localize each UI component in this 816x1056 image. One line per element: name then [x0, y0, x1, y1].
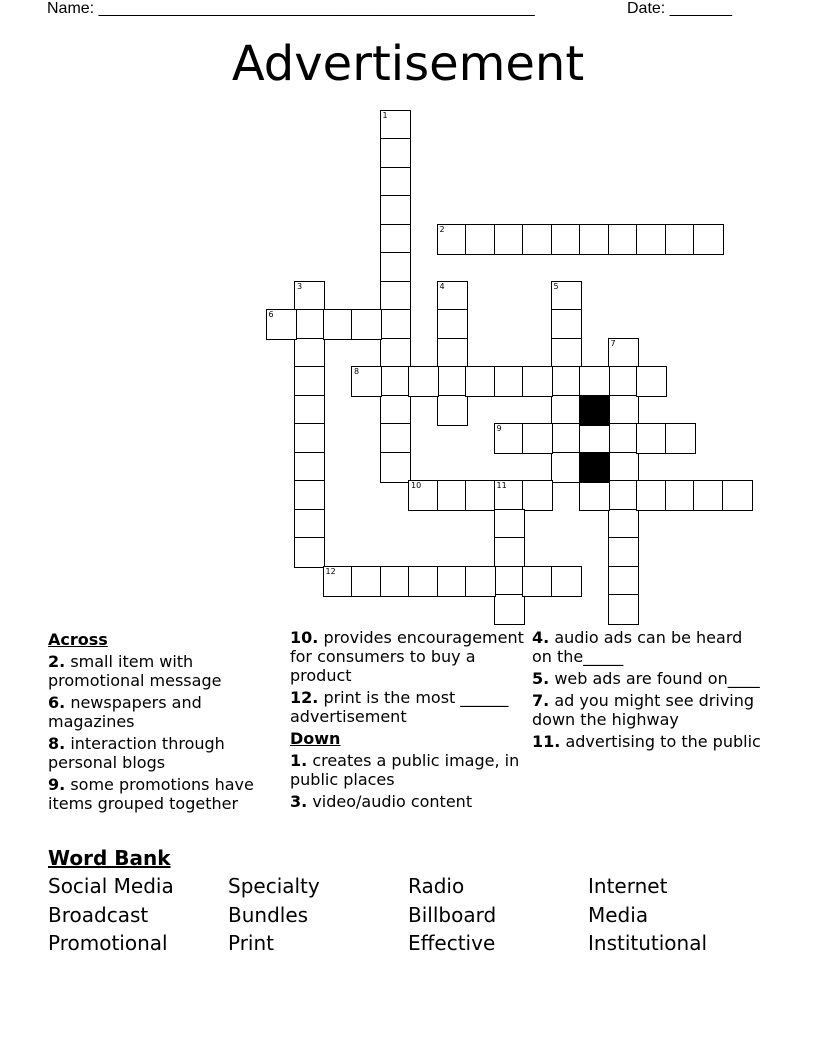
- grid-cell[interactable]: [437, 395, 468, 426]
- word-bank-item: Bundles: [228, 903, 309, 927]
- grid-cell[interactable]: [380, 281, 411, 312]
- grid-cell[interactable]: [380, 395, 411, 426]
- clue-number: 2.: [48, 652, 66, 671]
- grid-cell[interactable]: [294, 423, 325, 454]
- grid-cell[interactable]: [608, 537, 639, 568]
- clue-text: some promotions have items grouped together: [48, 775, 254, 813]
- grid-cell[interactable]: [494, 566, 525, 597]
- grid-cell[interactable]: [380, 195, 411, 226]
- grid-cell[interactable]: [437, 366, 468, 397]
- grid-cell[interactable]: [465, 366, 496, 397]
- grid-cell[interactable]: [465, 480, 496, 511]
- grid-cell[interactable]: [522, 224, 553, 255]
- word-bank-item: Effective: [408, 931, 496, 955]
- grid-cell[interactable]: [294, 309, 325, 340]
- clue-number-label: 12: [325, 566, 336, 576]
- clue-number-label: 5: [553, 281, 559, 291]
- grid-cell[interactable]: [380, 110, 411, 141]
- clue-across-8: [48, 734, 278, 772]
- grid-cell[interactable]: [465, 224, 496, 255]
- grid-cell[interactable]: [294, 452, 325, 483]
- grid-cell[interactable]: [437, 480, 468, 511]
- word-bank-item: Media: [588, 903, 649, 927]
- clue-down-5: [532, 669, 762, 688]
- grid-cell[interactable]: [380, 366, 411, 397]
- clue-number-label: 1: [382, 110, 388, 120]
- grid-cell[interactable]: [437, 281, 468, 312]
- grid-cell[interactable]: [437, 338, 468, 369]
- grid-cell[interactable]: [636, 366, 667, 397]
- clue-down-1: [290, 751, 530, 789]
- grid-cell[interactable]: [636, 423, 667, 454]
- grid-cell[interactable]: [380, 452, 411, 483]
- clue-across-2: [48, 652, 278, 690]
- grid-cell[interactable]: [551, 309, 582, 340]
- grid-cell[interactable]: [380, 423, 411, 454]
- grid-cell[interactable]: [551, 224, 582, 255]
- clue-number: 10.: [290, 628, 319, 647]
- grid-cell[interactable]: [551, 366, 582, 397]
- grid-cell[interactable]: [380, 167, 411, 198]
- header: [47, 0, 747, 20]
- clue-down-4: [532, 628, 762, 666]
- grid-cell[interactable]: [494, 480, 525, 511]
- grid-cell[interactable]: [551, 566, 582, 597]
- clue-number: 1.: [290, 751, 308, 770]
- clue-down-7: [532, 691, 762, 729]
- clue-down-3: [290, 792, 530, 811]
- grid-cell[interactable]: [665, 224, 696, 255]
- clue-number-label: 8: [354, 367, 360, 376]
- clue-across-12: [290, 688, 530, 726]
- grid-cell[interactable]: [294, 281, 325, 312]
- clue-number-label: 10: [411, 481, 422, 490]
- grid-cell[interactable]: [408, 366, 439, 397]
- grid-cell[interactable]: [351, 566, 382, 597]
- clue-text: audio ads can be heard on the_____: [532, 628, 743, 666]
- clue-text: web ads are found on____: [554, 669, 760, 688]
- grid-cell[interactable]: [608, 480, 639, 511]
- clue-text: ad you might see driving down the highway: [532, 691, 755, 729]
- clue-column-3: [532, 628, 762, 754]
- grid-cell[interactable]: [494, 224, 525, 255]
- grid-block-cell: [579, 395, 610, 426]
- grid-cell[interactable]: [494, 509, 525, 540]
- down-heading: Down: [290, 729, 341, 748]
- grid-cell[interactable]: [551, 281, 582, 312]
- grid-cell[interactable]: [608, 594, 639, 625]
- clue-number-label: 4: [439, 281, 445, 291]
- clue-across-10: [290, 628, 530, 685]
- clue-text: small item with promotional message: [48, 652, 222, 690]
- grid-cell[interactable]: [494, 366, 525, 397]
- grid-cell[interactable]: [380, 252, 411, 283]
- grid-cell[interactable]: [380, 224, 411, 255]
- clue-number: 6.: [48, 693, 66, 712]
- clue-number: 12.: [290, 688, 319, 707]
- grid-cell[interactable]: [351, 309, 382, 340]
- grid-cell[interactable]: [494, 594, 525, 625]
- grid-cell[interactable]: [665, 423, 696, 454]
- grid-cell[interactable]: [266, 309, 297, 340]
- grid-cell[interactable]: [579, 480, 610, 511]
- grid-cell[interactable]: [608, 338, 639, 369]
- date-field-label[interactable]: Date: _______: [627, 0, 732, 17]
- grid-cell[interactable]: [579, 224, 610, 255]
- clue-text: creates a public image, in public places: [290, 751, 520, 789]
- clue-number: 9.: [48, 775, 66, 794]
- clue-column-1: [48, 628, 278, 816]
- grid-cell[interactable]: [522, 366, 553, 397]
- grid-cell[interactable]: [636, 224, 667, 255]
- grid-cell[interactable]: [294, 366, 325, 397]
- clue-number-label: 9: [496, 424, 502, 433]
- grid-cell[interactable]: [465, 566, 496, 597]
- clue-down-11: [532, 732, 762, 751]
- word-bank-item: Radio: [408, 874, 465, 898]
- grid-cell[interactable]: [693, 224, 724, 255]
- grid-cell[interactable]: [437, 566, 468, 597]
- grid-cell[interactable]: [323, 309, 354, 340]
- grid-cell[interactable]: [494, 423, 525, 454]
- grid-cell[interactable]: [408, 480, 439, 511]
- clue-number: 7.: [532, 691, 550, 710]
- grid-cell[interactable]: [551, 452, 582, 483]
- grid-cell[interactable]: [294, 537, 325, 568]
- grid-cell[interactable]: [522, 566, 553, 597]
- clue-text: newspapers and magazines: [48, 693, 202, 731]
- grid-cell[interactable]: [380, 309, 411, 340]
- grid-cell[interactable]: [437, 309, 468, 340]
- word-bank-item: Social Media: [48, 874, 174, 898]
- grid-block-cell: [579, 452, 610, 483]
- clue-number-label: 2: [439, 224, 445, 234]
- clue-number: 11.: [532, 732, 561, 751]
- grid-cell[interactable]: [294, 480, 325, 511]
- grid-cell[interactable]: [551, 395, 582, 426]
- grid-cell[interactable]: [608, 366, 639, 397]
- clue-text: provides encouragement for consumers to buy a product: [290, 628, 524, 685]
- page-title: Advertisement: [231, 36, 585, 92]
- grid-cell[interactable]: [380, 138, 411, 169]
- across-heading: Across: [48, 630, 108, 649]
- clue-number: 3.: [290, 792, 308, 811]
- grid-cell[interactable]: [579, 423, 610, 454]
- clue-column-2: [290, 628, 530, 814]
- grid-cell[interactable]: [551, 338, 582, 369]
- grid-cell[interactable]: [608, 395, 639, 426]
- word-bank-item: Promotional: [48, 931, 168, 955]
- grid-cell[interactable]: [608, 509, 639, 540]
- clue-text: print is the most ______ advertisement: [290, 688, 509, 726]
- grid-cell[interactable]: [351, 366, 382, 397]
- grid-cell[interactable]: [608, 452, 639, 483]
- clue-number-label: 7: [610, 338, 616, 348]
- grid-cell[interactable]: [693, 480, 724, 511]
- grid-cell[interactable]: [579, 366, 610, 397]
- word-bank-item: Billboard: [408, 903, 497, 927]
- grid-cell[interactable]: [636, 480, 667, 511]
- clue-number-label: 3: [297, 281, 303, 291]
- grid-cell[interactable]: [522, 480, 553, 511]
- grid-cell[interactable]: [522, 423, 553, 454]
- grid-cell[interactable]: [323, 566, 354, 597]
- word-bank-item: Specialty: [228, 874, 320, 898]
- grid-cell[interactable]: [494, 537, 525, 568]
- grid-cell[interactable]: [608, 566, 639, 597]
- clue-text: interaction through personal blogs: [48, 734, 225, 772]
- grid-cell[interactable]: [294, 338, 325, 369]
- clue-across-9: [48, 775, 278, 813]
- clue-across-6: [48, 693, 278, 731]
- clue-text: video/audio content: [312, 792, 473, 811]
- grid-cell[interactable]: [437, 224, 468, 255]
- word-bank-item: Internet: [588, 874, 668, 898]
- grid-cell[interactable]: [294, 395, 325, 426]
- grid-cell[interactable]: [608, 224, 639, 255]
- word-bank-item: Institutional: [588, 931, 708, 955]
- word-bank-item: Broadcast: [48, 903, 149, 927]
- grid-cell[interactable]: [722, 480, 753, 511]
- grid-cell[interactable]: [294, 509, 325, 540]
- grid-cell[interactable]: [380, 338, 411, 369]
- name-field-label[interactable]: Name: _________________________________________________: [47, 0, 535, 17]
- clue-number-label: 6: [268, 310, 274, 319]
- word-bank-title: Word Bank: [48, 846, 171, 870]
- clue-number: 4.: [532, 628, 550, 647]
- clue-number: 8.: [48, 734, 66, 753]
- grid-cell[interactable]: [408, 566, 439, 597]
- clue-number-label: 11: [496, 481, 507, 490]
- grid-cell[interactable]: [608, 423, 639, 454]
- grid-cell[interactable]: [380, 566, 411, 597]
- grid-cell[interactable]: [665, 480, 696, 511]
- clue-text: advertising to the public: [565, 732, 761, 751]
- word-bank-item: Print: [228, 931, 275, 955]
- grid-cell[interactable]: [551, 423, 582, 454]
- clue-number: 5.: [532, 669, 550, 688]
